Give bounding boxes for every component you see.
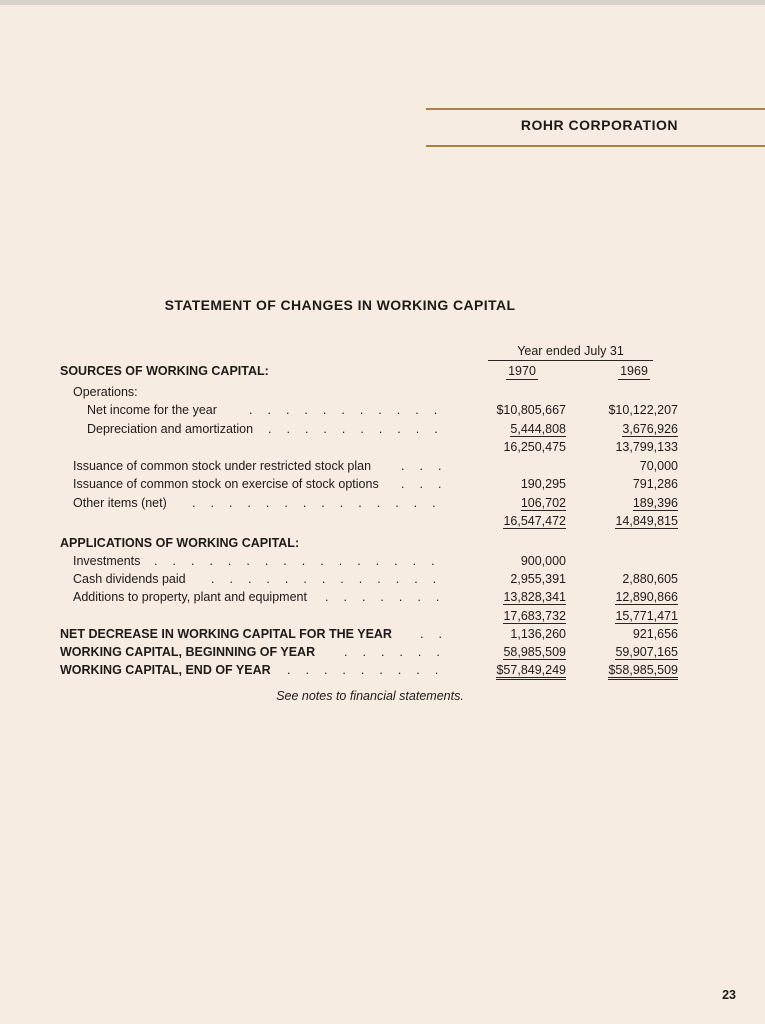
value-1970: 900,000	[520, 554, 566, 568]
statement-row	[0, 536, 765, 554]
value-1970: $57,849,249	[478, 663, 566, 677]
company-name: ROHR CORPORATION	[520, 117, 678, 133]
value-1969: 189,396	[632, 496, 678, 510]
value-1969: 12,890,866	[615, 590, 678, 604]
leader-dots: ..	[420, 627, 457, 641]
leader-dots: .............	[211, 572, 452, 586]
statement-row	[0, 514, 765, 532]
statement-row	[0, 663, 765, 681]
value-1970: 58,985,509	[503, 645, 566, 659]
value-1970: 16,250,475	[503, 440, 566, 454]
statement-row	[0, 364, 765, 382]
value-1969: $10,122,207	[608, 403, 678, 417]
value-1969: 59,907,165	[615, 645, 678, 659]
page-number: 23	[722, 988, 736, 1002]
value-1970: 2,955,391	[510, 572, 566, 586]
value-1969: $58,985,509	[590, 663, 678, 677]
statement-row	[0, 459, 765, 477]
statement-row	[0, 422, 765, 440]
period-header-rule	[488, 360, 653, 361]
leader-dots: ................	[154, 554, 450, 568]
value-1970: 13,828,341	[503, 590, 566, 604]
value-1969: 791,286	[632, 477, 678, 491]
leader-dots: .......	[325, 590, 455, 604]
row-label: Operations:	[73, 385, 138, 399]
row-label: NET DECREASE IN WORKING CAPITAL FOR THE YEAR	[60, 627, 392, 641]
row-label: Net income for the year	[87, 403, 217, 417]
value-1969: 70,000	[639, 459, 678, 473]
row-label: Investments	[73, 554, 141, 568]
row-label: SOURCES OF WORKING CAPITAL:	[60, 364, 269, 378]
statement-row	[0, 627, 765, 645]
value-1969: 921,656	[632, 627, 678, 641]
row-label: Issuance of common stock under restricted stock plan	[73, 459, 372, 473]
statement-row	[0, 645, 765, 663]
value-1970: 16,547,472	[503, 514, 566, 528]
value-1970: 190,295	[520, 477, 566, 491]
row-label: Depreciation and amortization	[87, 422, 254, 436]
value-1969: 14,849,815	[615, 514, 678, 528]
value-1969: 13,799,133	[615, 440, 678, 454]
leader-dots: ......	[344, 645, 455, 659]
value-1969: 3,676,926	[622, 422, 678, 436]
statement-row	[0, 403, 765, 421]
leader-dots: ...	[401, 459, 457, 473]
statement-row	[0, 572, 765, 590]
value-1970: $10,805,667	[496, 403, 566, 417]
value-1969: 15,771,471	[615, 609, 678, 623]
value-1969: 2,880,605	[622, 572, 678, 586]
statement-title: STATEMENT OF CHANGES IN WORKING CAPITAL	[164, 297, 516, 313]
footnote: See notes to financial statements.	[276, 689, 464, 703]
statement-row	[0, 385, 765, 403]
statement-row	[0, 609, 765, 627]
column-header-1969: 1969	[620, 364, 648, 378]
statement-row	[0, 554, 765, 572]
row-label: WORKING CAPITAL, END OF YEAR	[60, 663, 271, 677]
value-1970: 17,683,732	[503, 609, 566, 623]
value-1970: 1,136,260	[510, 627, 566, 641]
value-1970: 5,444,808	[510, 422, 566, 436]
statement-row	[0, 440, 765, 458]
header-rule-bottom	[426, 145, 765, 147]
row-label: Issuance of common stock on exercise of stock options	[73, 477, 379, 491]
leader-dots: ...........	[249, 403, 453, 417]
leader-dots: ...	[401, 477, 457, 491]
row-label: APPLICATIONS OF WORKING CAPITAL:	[60, 536, 300, 550]
statement-row	[0, 496, 765, 514]
page-top-edge	[0, 0, 765, 5]
row-label: Other items (net)	[73, 496, 167, 510]
row-label: Cash dividends paid	[73, 572, 186, 586]
header-rule-top	[426, 108, 765, 110]
period-header: Year ended July 31	[517, 344, 624, 358]
leader-dots: .........	[287, 663, 454, 677]
column-header-1970: 1970	[508, 364, 536, 378]
row-label: WORKING CAPITAL, BEGINNING OF YEAR	[60, 645, 316, 659]
statement-row	[0, 477, 765, 495]
leader-dots: ..............	[192, 496, 451, 510]
row-label: Additions to property, plant and equipment	[73, 590, 307, 604]
statement-row	[0, 590, 765, 608]
leader-dots: ..........	[268, 422, 453, 436]
value-1970: 106,702	[520, 496, 566, 510]
